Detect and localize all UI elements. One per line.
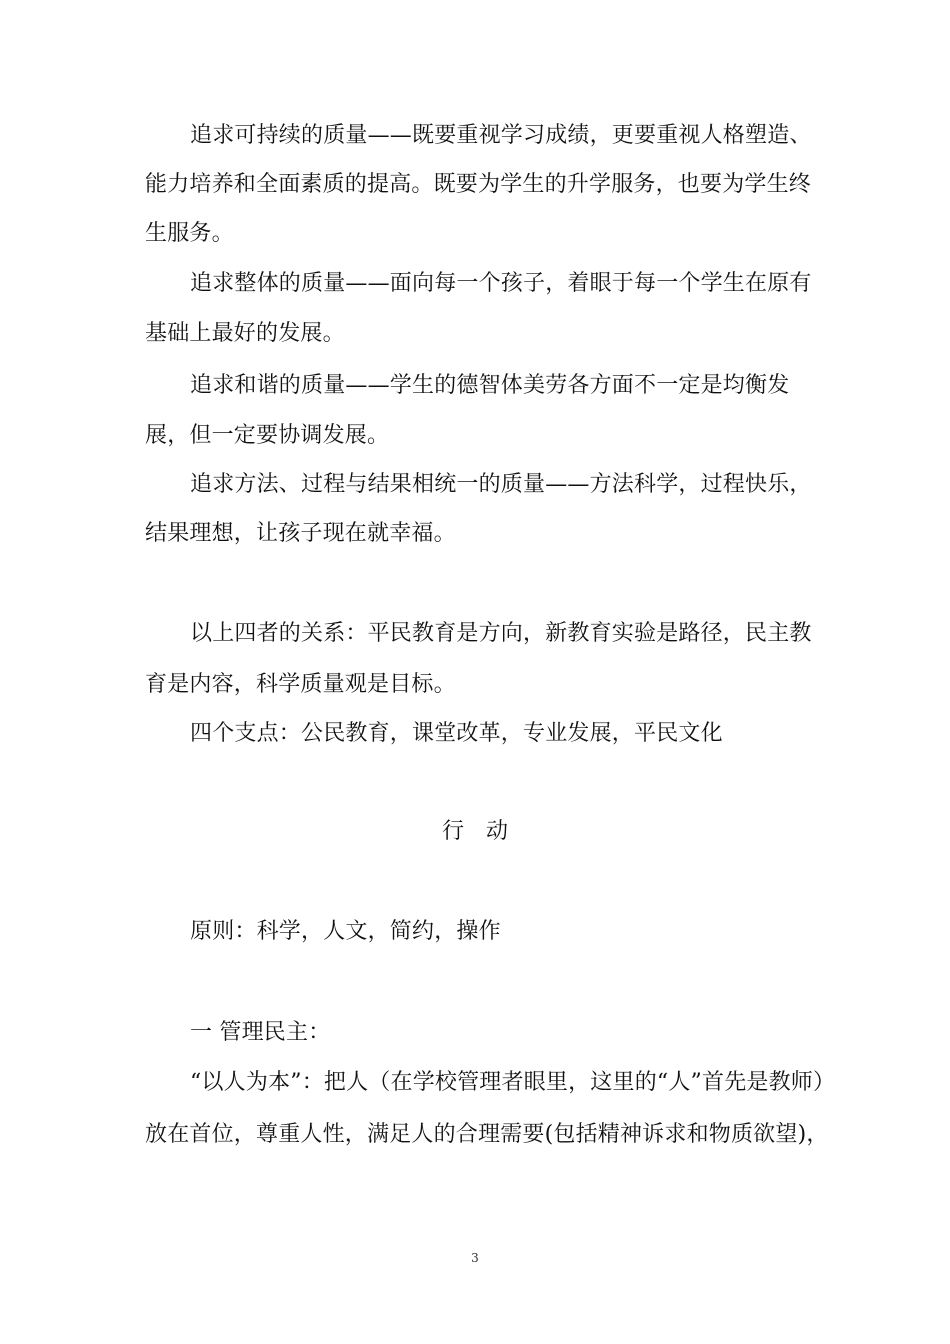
section-title: 行 动 [441,819,508,844]
paragraph-line: “以人为本”：把人（在学校管理者眼里，这里的“人”首先是教师） [190,1070,836,1095]
paragraph-line: 结果理想，让孩子现在就幸福。 [145,521,456,546]
principle-line: 原则：科学，人文，简约，操作 [190,919,501,944]
paragraph-line: 追求方法、过程与结果相统一的质量——方法科学，过程快乐， [190,472,812,497]
paragraph-line: 展，但一定要协调发展。 [145,423,390,448]
paragraph-line: 放在首位，尊重人性，满足人的合理需要(包括精神诉求和物质欲望)， [145,1122,829,1147]
paragraph-line: 追求和谐的质量——学生的德智体美劳各方面不一定是均衡发 [190,373,790,398]
paragraph-line: 能力培养和全面素质的提高。既要为学生的升学服务，也要为学生终 [145,172,812,197]
paragraph-line: 四个支点：公民教育，课堂改革，专业发展，平民文化 [190,721,723,746]
paragraph-line: 育是内容，科学质量观是目标。 [145,672,456,697]
paragraph-line: 追求整体的质量——面向每一个孩子，着眼于每一个学生在原有 [190,271,812,296]
paragraph-line: 生服务。 [145,221,234,246]
paragraph-line: 追求可持续的质量——既要重视学习成绩，更要重视人格塑造、 [190,123,812,148]
page-number: 3 [471,1251,479,1265]
subheading: 一 管理民主： [190,1020,331,1045]
paragraph-line: 基础上最好的发展。 [145,321,345,346]
paragraph-line: 以上四者的关系：平民教育是方向，新教育实验是路径，民主教 [190,621,812,646]
